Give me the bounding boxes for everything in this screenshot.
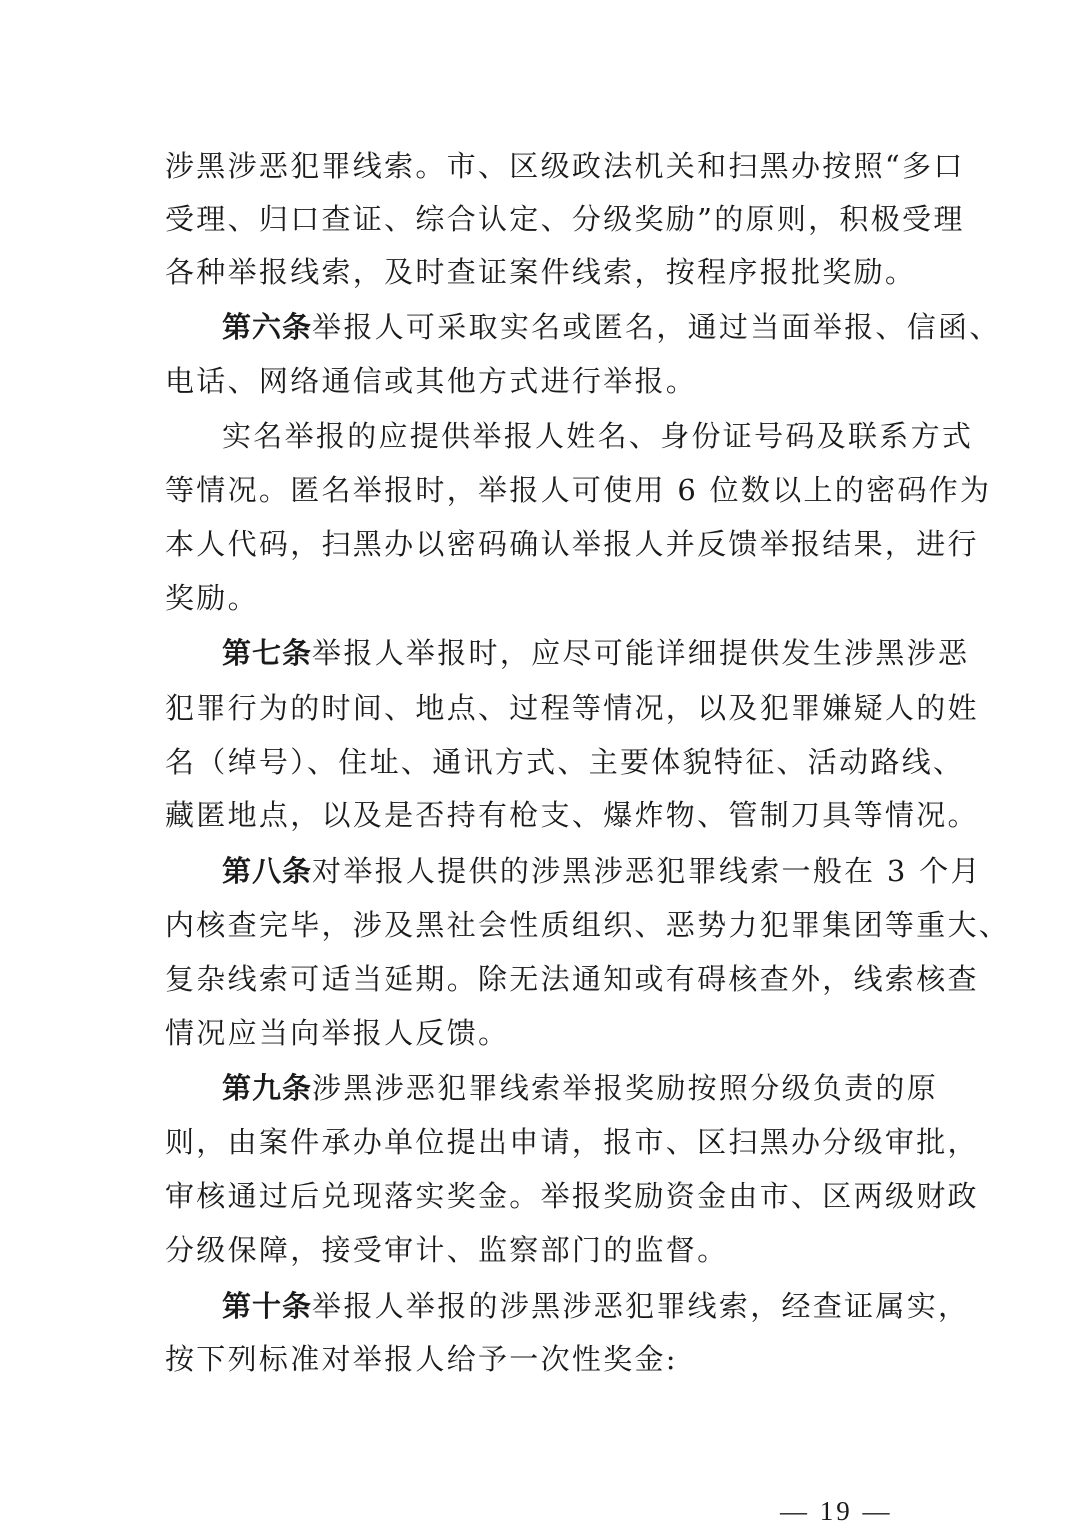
article-7-line [222,633,970,673]
text-line: 藏匿地点，以及是否持有枪支、爆炸物、管制刀具等情况。 [165,798,979,832]
text-line: 涉黑涉恶犯罪线索。市、区级政法机关和扫黑办按照“多口 [165,149,965,183]
text-line: 奖励。 [165,581,259,615]
text-line: 名（绰号）、住址、通讯方式、主要体貌特征、活动路线、 [165,745,965,779]
text-line: 受理、归口查证、综合认定、分级奖励”的原则，积极受理 [165,202,965,236]
text-line: 内核查完毕，涉及黑社会性质组织、恶势力犯罪集团等重大、 [165,908,1011,942]
article-10-label: 第十条 [222,1289,313,1323]
text-line: 举报人举报的涉黑涉恶犯罪线索，经查证属实， [312,1289,970,1323]
text-line: 复杂线索可适当延期。除无法通知或有碍核查外，线索核查 [165,962,979,996]
article-9-line [222,1068,939,1108]
text-line: 各种举报线索，及时查证案件线索，按程序报批奖励。 [165,255,917,289]
text-line: 审核通过后兑现落实奖金。举报奖励资金由市、区两级财政 [165,1179,979,1213]
text-line: 举报人举报时，应尽可能详细提供发生涉黑涉恶 [312,636,970,670]
text-line: 犯罪行为的时间、地点、过程等情况，以及犯罪嫌疑人的姓 [165,691,979,725]
text-line: 实名举报的应提供举报人姓名、身份证号码及联系方式 [222,419,974,453]
article-9-label: 第九条 [222,1071,313,1105]
text-line: 举报人可采取实名或匿名，通过当面举报、信函、 [312,310,1001,344]
text-line: 涉黑涉恶犯罪线索举报奖励按照分级负责的原 [312,1071,939,1105]
text-line: 本人代码，扫黑办以密码确认举报人并反馈举报结果，进行 [165,527,979,561]
text-line: 对举报人提供的涉黑涉恶犯罪线索一般在 3 个月 [312,854,982,888]
page-number: — 19 — [780,1496,893,1526]
text-line: 情况应当向举报人反馈。 [165,1016,510,1050]
text-line: 分级保障，接受审计、监察部门的监督。 [165,1233,729,1267]
article-8-line [222,851,982,891]
text-line: 则，由案件承办单位提出申请，报市、区扫黑办分级审批， [165,1125,979,1159]
article-6-label: 第六条 [222,310,313,344]
article-8-label: 第八条 [222,854,313,888]
article-10-line [222,1286,970,1326]
text-line: 按下列标准对举报人给予一次性奖金: [165,1342,678,1376]
article-7-label: 第七条 [222,636,313,670]
text-line: 电话、网络通信或其他方式进行举报。 [165,364,698,398]
article-6-line [222,307,1001,347]
text-line: 等情况。匿名举报时，举报人可使用 6 位数以上的密码作为 [165,473,992,507]
